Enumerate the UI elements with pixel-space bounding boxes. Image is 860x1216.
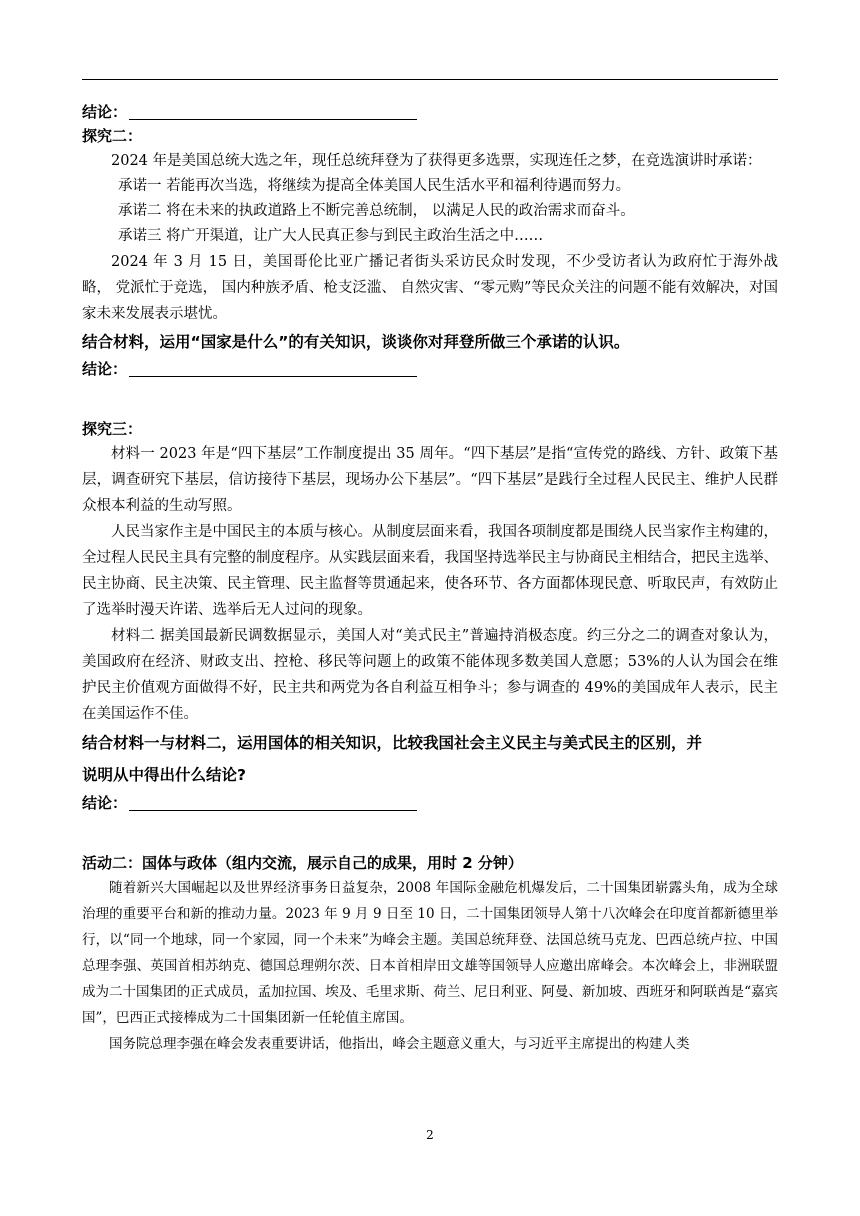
promise-1: 承诺一 若能再次当选，将继续为提高全体美国人民生活水平和福利待遇而努力。 — [118, 178, 631, 194]
material1-paragraph-2: 人民当家作主是中国民主的本质与核心。从制度层面来看，我国各项制度都是围绕人民当家作主构建的，全过程人民民主具有完整的制度程序。从实践层面来看，我国坚持选举民主与协商民主相结合，把民主选举、民主协商、民主决策、民主管理、民主监督等贯通起来，使各环节、各方面都体现民意、听取民声，有效防止了选举时漫天许诺、选举后无人过问的现象。 — [82, 524, 778, 618]
inquiry3-question-line-1: 结合材料一与材料二，运用国体的相关知识，比较我国社会主义民主与美式民主的区别，并 — [82, 734, 703, 752]
inquiry2-intro: 2024 年是美国总统大选之年，现任总统拜登为了获得更多选票，实现连任之梦，在竞选演讲时承诺： — [111, 153, 762, 169]
promise-3: 承诺三 将广开渠道，让广大人民真正参与到民主政治生活之中…… — [118, 228, 544, 244]
activity2-title: 活动二：国体与政体（组内交流，展示自己的成果，用时 2 分钟） — [82, 854, 523, 872]
promise-2: 承诺二 将在未来的执政道路上不断完善总统制， 以满足人民的政治需求而奋斗。 — [118, 203, 635, 219]
conclusion-label: 结论： — [82, 103, 128, 121]
header-rule — [82, 79, 778, 80]
inquiry2-title: 探究二： — [82, 127, 143, 145]
conclusion-line-3 — [82, 791, 778, 815]
conclusion-line-2 — [82, 357, 778, 381]
material1-paragraph-1: 材料一 2023 年是“四下基层”工作制度提出 35 周年。“四下基层”是指“宣传党的路线、方针、政策下基层，调查研究下基层，信访接待下基层，现场办公下基层”。“四下基层”是践行全过程人民民主、维护人民群众根本利益的生动写照。 — [82, 446, 778, 514]
activity2-paragraph-1: 随着新兴大国崛起以及世界经济事务日益复杂，2008 年国际金融危机爆发后，二十国集团崭露头角，成为全球治理的重要平台和新的推动力量。2023 年 9 月 9 日至 10 日，二十国集团领导人第十八次峰会在印度首都新德里举行，以“同一个地球，同一个家园，同一个未来”为峰会主题。美国总统拜登、法国总统马克龙、巴西总统卢拉、中国总理李强、英国首相苏纳克、德国总理朔尔茨、日本首相岸田文雄等国领导人应邀出席峰会。本次峰会上，非洲联盟成为二十国集团的正式成员，孟加拉国、埃及、毛里求斯、荷兰、尼日利亚、阿曼、新加坡、西班牙和阿联酋是“嘉宾国”，巴西正式接棒成为二十国集团新一任轮值主席国。 — [82, 880, 778, 1026]
inquiry2-question: 结合材料，运用“国家是什么”的有关知识，谈谈你对拜登所做三个承诺的认识。 — [82, 333, 630, 351]
answer-blank[interactable] — [129, 361, 417, 377]
conclusion-line-1 — [82, 100, 778, 124]
page-content — [82, 100, 778, 1057]
material2-paragraph: 材料二 据美国最新民调数据显示，美国人对“美式民主”普遍持消极态度。约三分之二的调查对象认为，美国政府在经济、财政支出、控枪、移民等问题上的政策不能体现多数美国人意愿；53%的人认为国会在维护民主价值观方面做得不好，民主共和两党为各自利益互相争斗；参与调查的 49%的美国成年人表示，民主在美国运作不佳。 — [82, 628, 778, 722]
answer-blank[interactable] — [129, 104, 417, 120]
conclusion-label: 结论： — [82, 360, 128, 378]
inquiry2-report: 2024 年 3 月 15 日，美国哥伦比亚广播记者街头采访民众时发现，不少受访者认为政府忙于海外战略， 党派忙于竞选， 国内种族矛盾、枪支泛滥、 自然灾害、“零元购”等民众关注的问题不能有效解决，对国家未来发展表示堪忧。 — [82, 254, 778, 322]
activity2-paragraph-2: 国务院总理李强在峰会发表重要讲话，他指出，峰会主题意义重大，与习近平主席提出的构建人类 — [109, 1036, 690, 1052]
inquiry3-title: 探究三： — [82, 420, 143, 438]
conclusion-label: 结论： — [82, 794, 128, 812]
inquiry3-question-line-2: 说明从中得出什么结论? — [82, 766, 246, 784]
page-number: 2 — [426, 1128, 434, 1142]
answer-blank[interactable] — [129, 795, 417, 811]
